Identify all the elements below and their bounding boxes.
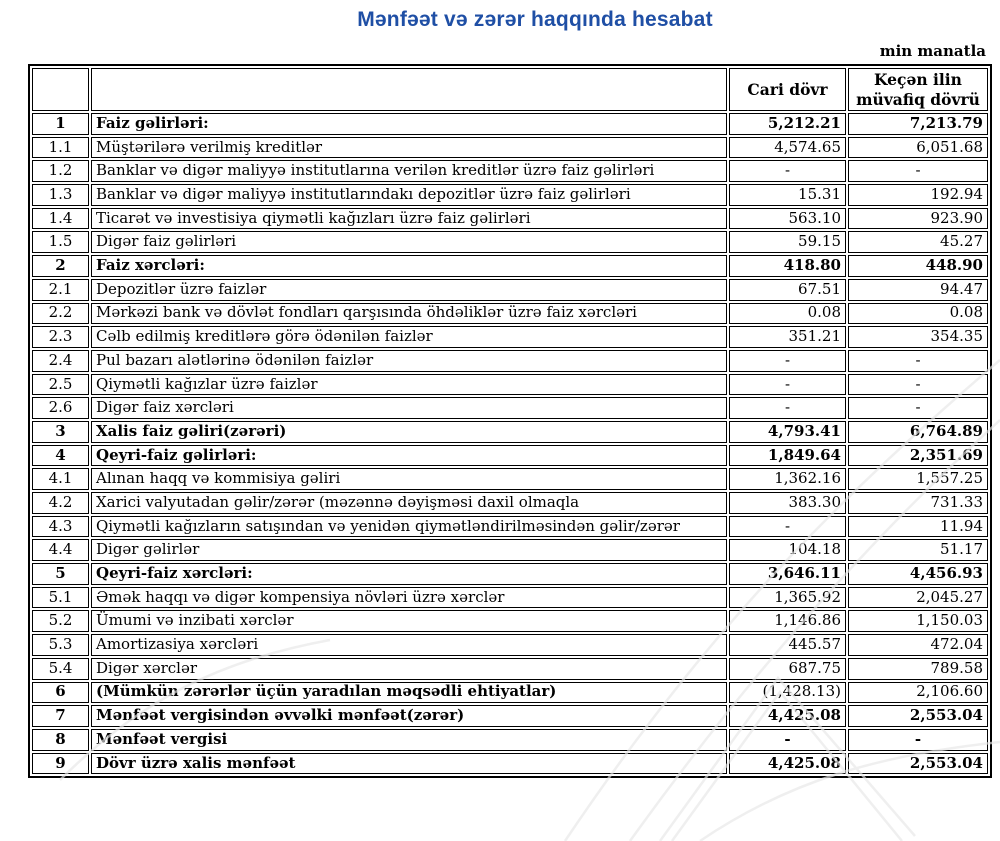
value-previous-period: 11.94 — [848, 516, 988, 538]
value-current-period: 5,212.21 — [729, 113, 846, 135]
row-label: Banklar və digər maliyyə institutlarına verilən kreditlər üzrə faiz gəlirləri — [91, 160, 727, 182]
table-row — [32, 374, 988, 396]
row-label: Ümumi və inzibati xərclər — [91, 610, 727, 632]
table-row — [32, 445, 988, 467]
value-previous-period: 7,213.79 — [848, 113, 988, 135]
table-header-row — [32, 68, 988, 111]
value-current-period: 418.80 — [729, 255, 846, 277]
value-previous-period: 2,553.04 — [848, 705, 988, 727]
value-previous-period: 923.90 — [848, 208, 988, 230]
row-number: 5.1 — [32, 587, 89, 609]
row-label: Digər gəlirlər — [91, 539, 727, 561]
value-previous-period: 789.58 — [848, 658, 988, 680]
value-previous-period: 1,557.25 — [848, 468, 988, 490]
value-current-period: - — [729, 350, 846, 372]
table-row — [32, 160, 988, 182]
table-row — [32, 658, 988, 680]
value-previous-period: 4,456.93 — [848, 563, 988, 585]
value-previous-period: 6,051.68 — [848, 137, 988, 159]
table-row — [32, 208, 988, 230]
value-previous-period: 448.90 — [848, 255, 988, 277]
row-label: Depozitlər üzrə faizlər — [91, 279, 727, 301]
row-label: Qiymətli kağızların satışından və yenidən qiymətləndirilməsindən gəlir/zərər — [91, 516, 727, 538]
row-label: Dövr üzrə xalis mənfəət — [91, 753, 727, 775]
row-number: 2.5 — [32, 374, 89, 396]
table-row — [32, 326, 988, 348]
table-row — [32, 231, 988, 253]
row-label: Alınan haqq və kommisiya gəliri — [91, 468, 727, 490]
value-previous-period: - — [848, 374, 988, 396]
row-label: Faiz gəlirləri: — [91, 113, 727, 135]
row-number: 1.4 — [32, 208, 89, 230]
row-number: 4.4 — [32, 539, 89, 561]
row-label: Mərkəzi bank və dövlət fondları qarşısında öhdəliklər üzrə faiz xərcləri — [91, 303, 727, 325]
row-label: (Mümkün zərərlər üçün yaradılan məqsədli ehtiyatlar) — [91, 682, 727, 704]
row-number: 5.3 — [32, 634, 89, 656]
value-current-period: 104.18 — [729, 539, 846, 561]
row-label: Müştərilərə verilmiş kreditlər — [91, 137, 727, 159]
value-previous-period: 0.08 — [848, 303, 988, 325]
value-current-period: - — [729, 516, 846, 538]
value-previous-period: 192.94 — [848, 184, 988, 206]
value-current-period: 4,574.65 — [729, 137, 846, 159]
profit-loss-table — [28, 64, 992, 778]
row-number: 3 — [32, 421, 89, 443]
row-label: Cəlb edilmiş kreditlərə görə ödənilən faizlər — [91, 326, 727, 348]
value-previous-period: 472.04 — [848, 634, 988, 656]
row-label: Pul bazarı alətlərinə ödənilən faizlər — [91, 350, 727, 372]
row-number: 4.2 — [32, 492, 89, 514]
row-number: 5 — [32, 563, 89, 585]
row-label: Digər faiz gəlirləri — [91, 231, 727, 253]
row-number: 2.4 — [32, 350, 89, 372]
row-label: Digər xərclər — [91, 658, 727, 680]
value-current-period: 4,425.08 — [729, 705, 846, 727]
row-number: 1 — [32, 113, 89, 135]
value-current-period: 15.31 — [729, 184, 846, 206]
header-previous-period: Keçən ilin müvafiq dövrü — [848, 68, 988, 111]
value-current-period: 383.30 — [729, 492, 846, 514]
value-current-period: 4,793.41 — [729, 421, 846, 443]
row-label: Ticarət və investisiya qiymətli kağızları üzrə faiz gəlirləri — [91, 208, 727, 230]
value-previous-period: 94.47 — [848, 279, 988, 301]
table-row — [32, 587, 988, 609]
table-row — [32, 634, 988, 656]
value-previous-period: 51.17 — [848, 539, 988, 561]
value-previous-period: - — [848, 160, 988, 182]
value-previous-period: 2,106.60 — [848, 682, 988, 704]
table-row — [32, 539, 988, 561]
row-number: 8 — [32, 729, 89, 751]
table-row — [32, 468, 988, 490]
row-number: 4.3 — [32, 516, 89, 538]
table-row — [32, 113, 988, 135]
row-number: 2.3 — [32, 326, 89, 348]
value-current-period: 1,365.92 — [729, 587, 846, 609]
row-number: 7 — [32, 705, 89, 727]
value-current-period: 1,146.86 — [729, 610, 846, 632]
header-label-cell — [91, 68, 727, 111]
row-label: Xalis faiz gəliri(zərəri) — [91, 421, 727, 443]
row-number: 2.1 — [32, 279, 89, 301]
value-current-period: 351.21 — [729, 326, 846, 348]
row-label: Əmək haqqı və digər kompensiya növləri üzrə xərclər — [91, 587, 727, 609]
row-label: Qeyri-faiz xərcləri: — [91, 563, 727, 585]
report-table-body — [32, 68, 988, 774]
row-label: Qiymətli kağızlar üzrə faizlər — [91, 374, 727, 396]
header-number-cell — [32, 68, 89, 111]
value-current-period: 3,646.11 — [729, 563, 846, 585]
row-number: 1.5 — [32, 231, 89, 253]
table-row — [32, 350, 988, 372]
row-number: 4 — [32, 445, 89, 467]
value-previous-period: 2,553.04 — [848, 753, 988, 775]
value-current-period: - — [729, 729, 846, 751]
value-current-period: 445.57 — [729, 634, 846, 656]
row-label: Mənfəət vergisi — [91, 729, 727, 751]
table-row — [32, 137, 988, 159]
value-previous-period: 1,150.03 — [848, 610, 988, 632]
row-label: Mənfəət vergisindən əvvəlki mənfəət(zərər) — [91, 705, 727, 727]
value-current-period: 687.75 — [729, 658, 846, 680]
row-number: 2.6 — [32, 397, 89, 419]
row-number: 9 — [32, 753, 89, 775]
value-previous-period: 354.35 — [848, 326, 988, 348]
value-current-period: 59.15 — [729, 231, 846, 253]
row-number: 1.3 — [32, 184, 89, 206]
value-current-period: 67.51 — [729, 279, 846, 301]
unit-note: min manatla — [879, 42, 986, 60]
table-row — [32, 421, 988, 443]
table-row — [32, 682, 988, 704]
value-current-period: - — [729, 374, 846, 396]
value-current-period: - — [729, 160, 846, 182]
table-row — [32, 516, 988, 538]
row-label: Amortizasiya xərcləri — [91, 634, 727, 656]
row-number: 1.1 — [32, 137, 89, 159]
value-previous-period: - — [848, 350, 988, 372]
value-previous-period: 6,764.89 — [848, 421, 988, 443]
row-number: 2.2 — [32, 303, 89, 325]
value-current-period: (1,428.13) — [729, 682, 846, 704]
row-label: Banklar və digər maliyyə institutlarındakı depozitlər üzrə faiz gəlirləri — [91, 184, 727, 206]
row-number: 5.2 — [32, 610, 89, 632]
table-row — [32, 729, 988, 751]
header-current-period: Cari dövr — [729, 68, 846, 111]
value-previous-period: - — [848, 397, 988, 419]
table-row — [32, 492, 988, 514]
row-number: 2 — [32, 255, 89, 277]
value-current-period: - — [729, 397, 846, 419]
table-row — [32, 303, 988, 325]
row-number: 6 — [32, 682, 89, 704]
value-current-period: 0.08 — [729, 303, 846, 325]
value-current-period: 1,849.64 — [729, 445, 846, 467]
table-row — [32, 610, 988, 632]
value-previous-period: - — [848, 729, 988, 751]
page-title: Mənfəət və zərər haqqında hesabat — [357, 8, 713, 31]
row-label: Faiz xərcləri: — [91, 255, 727, 277]
row-label: Xarici valyutadan gəlir/zərər (məzənnə dəyişməsi daxil olmaqla — [91, 492, 727, 514]
value-previous-period: 45.27 — [848, 231, 988, 253]
table-row — [32, 255, 988, 277]
value-current-period: 4,425.08 — [729, 753, 846, 775]
value-previous-period: 731.33 — [848, 492, 988, 514]
row-label: Digər faiz xərcləri — [91, 397, 727, 419]
value-current-period: 563.10 — [729, 208, 846, 230]
table-row — [32, 397, 988, 419]
row-label: Qeyri-faiz gəlirləri: — [91, 445, 727, 467]
table-row — [32, 184, 988, 206]
value-current-period: 1,362.16 — [729, 468, 846, 490]
value-previous-period: 2,045.27 — [848, 587, 988, 609]
row-number: 1.2 — [32, 160, 89, 182]
value-previous-period: 2,351.69 — [848, 445, 988, 467]
table-row — [32, 563, 988, 585]
row-number: 5.4 — [32, 658, 89, 680]
table-row — [32, 705, 988, 727]
table-row — [32, 753, 988, 775]
row-number: 4.1 — [32, 468, 89, 490]
table-row — [32, 279, 988, 301]
